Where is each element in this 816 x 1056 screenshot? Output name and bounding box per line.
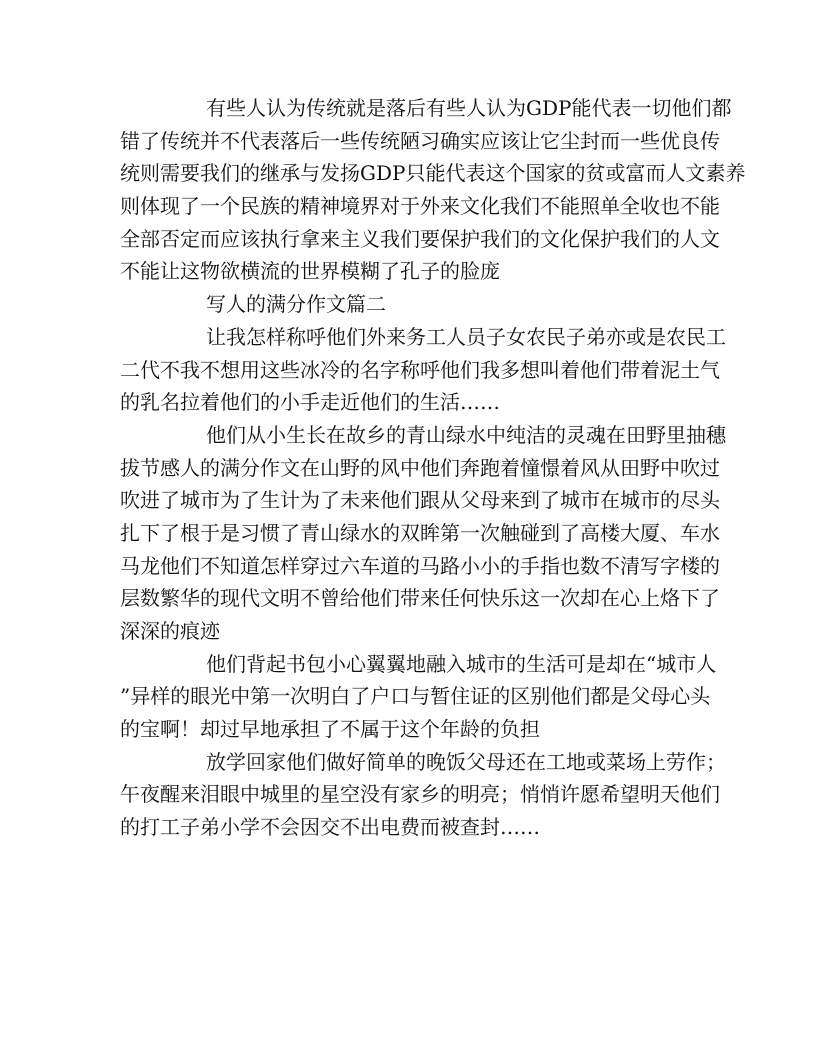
text-line: 深深的痕迹 xyxy=(120,619,220,643)
document-body xyxy=(120,92,746,844)
text-line: 统则需要我们的继承与发扬GDP只能代表这个国家的贫或富而人文素养 xyxy=(120,161,746,186)
text-line: 的乳名拉着他们的小手走近他们的生活…… xyxy=(120,390,500,415)
text-line: 吹进了城市为了生计为了未来他们跟从父母来到了城市在城市的尽头 xyxy=(120,488,720,513)
paragraph-hometown xyxy=(120,419,726,648)
text-line: 让我怎样称呼他们外来务工人员子女农民子弟亦或是农民工 xyxy=(206,324,726,349)
text-line: 他们从小生长在故乡的青山绿水中纯洁的灵魂在田野里抽穗 xyxy=(206,422,726,447)
text-line: 二代不我不想用这些冰冷的名字称呼他们我多想叫着他们带着泥土气 xyxy=(120,357,720,382)
paragraph-traditions xyxy=(120,92,746,288)
text-line: 错了传统并不代表落后一些传统陋习确实应该让它尘封而一些优良传 xyxy=(120,128,720,153)
text-line: 他们背起书包小心翼翼地融入城市的生活可是却在“城市人 xyxy=(206,651,717,676)
text-line: 的打工子弟小学不会因交不出电费而被查封…… xyxy=(120,815,540,840)
section-heading: 写人的满分作文篇二 xyxy=(206,292,386,317)
text-line: ”异样的眼光中第一次明白了户口与暂住证的区别他们都是父母心头 xyxy=(120,684,711,709)
paragraph-evening xyxy=(120,746,726,844)
text-line: 层数繁华的现代文明不曾给他们带来任何快乐这一次却在心上烙下了 xyxy=(120,586,720,611)
text-line: 则体现了一个民族的精神境界对于外来文化我们不能照单全收也不能 xyxy=(120,194,720,219)
text-line: 马龙他们不知道怎样穿过六车道的马路小小的手指也数不清写字楼的 xyxy=(120,553,720,578)
paragraph-school xyxy=(120,648,717,746)
text-line: 午夜醒来泪眼中城里的星空没有家乡的明亮；悄悄许愿希望明天他们 xyxy=(120,782,720,807)
text-line: 全部否定而应该执行拿来主义我们要保护我们的文化保护我们的人文 xyxy=(120,226,720,251)
text-line: 不能让这物欲横流的世界模糊了孔子的脸庞 xyxy=(120,259,500,284)
text-line: 的宝啊！却过早地承担了不属于这个年龄的负担 xyxy=(120,717,540,742)
text-line: 放学回家他们做好简单的晚饭父母还在工地或菜场上劳作； xyxy=(206,749,726,774)
text-line: 拔节感人的满分作文在山野的风中他们奔跑着憧憬着风从田野中吹过 xyxy=(120,455,720,480)
paragraph-intro xyxy=(120,321,726,419)
text-line: 扎下了根于是习惯了青山绿水的双眸第一次触碰到了高楼大厦、车水 xyxy=(120,520,720,545)
text-line: 有些人认为传统就是落后有些人认为GDP能代表一切他们都 xyxy=(206,96,732,120)
